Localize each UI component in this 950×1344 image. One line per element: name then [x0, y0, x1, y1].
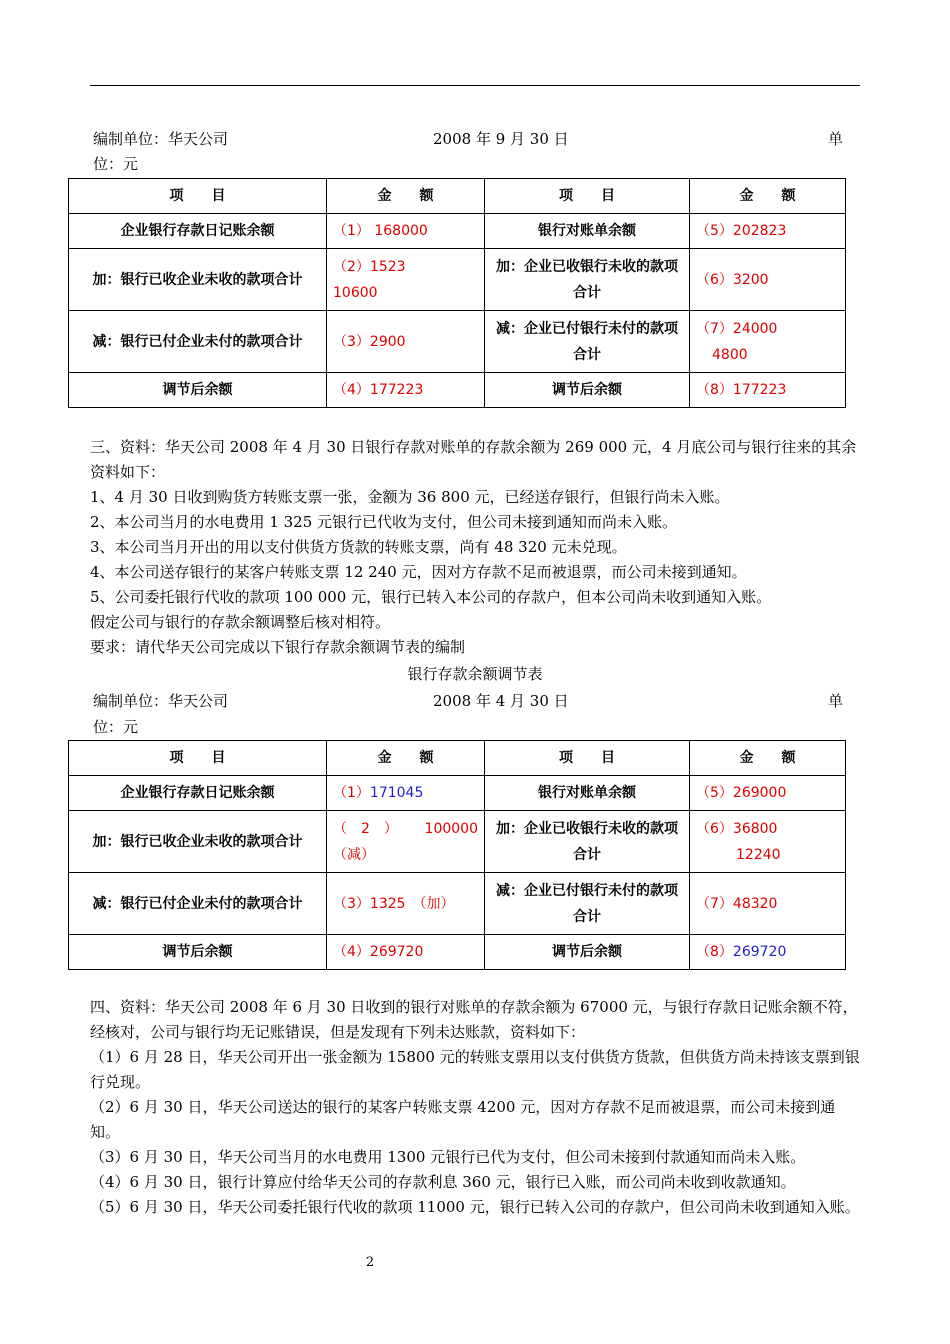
list-item: （3）6 月 30 日，华天公司当月的水电费用 1300 元银行已代为支付，但公司未接到付款通知而尚未入账。 [90, 1148, 806, 1166]
table-header-row [69, 179, 846, 214]
list-item: 1、4 月 30 日收到购货方转账支票一张，金额为 36 800 元，已经送存银行，但银行尚未入账。 [90, 488, 730, 506]
value-number: 100000 [424, 820, 478, 837]
list-item: 2、本公司当月的水电费用 1 325 元银行已代收为支付，但公司未接到通知而尚未入账。 [90, 513, 678, 531]
table2-unit-label: 单 [827, 692, 843, 710]
table1-unit: 编制单位：华天公司 [93, 130, 229, 148]
row-value: （3）1325 （加） [327, 873, 485, 935]
col-header-amount: 金 额 [327, 179, 485, 214]
table-header-row [69, 741, 846, 776]
paragraph: 三、资料：华天公司 2008 年 4 月 30 日银行存款对账单的存款余额为 269 000 元，4 月底公司与银行往来的其余资料如下： [90, 438, 857, 481]
table-row [69, 811, 846, 873]
paragraph: 四、资料：华天公司 2008 年 6 月 30 日收到的银行对账单的存款余额为 67000 元，与银行存款日记账余额不符，经核对，公司与银行均无记账错误，但是发现有下列未达账款，资料如下： [90, 998, 858, 1041]
value-line: （7）24000 [696, 320, 778, 337]
row-value: （3）2900 [327, 311, 485, 373]
value-number: 269720 [732, 944, 787, 960]
list-item: 4、本公司送存银行的某客户转账支票 12 240 元，因对方存款不足而被退票，而公司未接到通知。 [90, 563, 747, 581]
reconciliation-table-2 [68, 740, 846, 970]
row-value: （4）177223 [327, 373, 485, 408]
list-item: 5、公司委托银行代收的款项 100 000 元，银行已转入本公司的存款户，但本公司尚未收到通知入账。 [90, 588, 772, 606]
row-label: 减：企业已付银行未付的款项合计 [485, 311, 690, 373]
value-prefix: （1） [333, 785, 370, 801]
row-value [327, 811, 485, 873]
table2-unit: 编制单位：华天公司 [93, 692, 229, 710]
row-value: （5）202823 [690, 214, 846, 249]
table-row [69, 873, 846, 935]
table2-header [93, 690, 843, 712]
col-header-item: 项 目 [69, 179, 327, 214]
row-label: 调节后余额 [485, 373, 690, 408]
row-label: 减：企业已付银行未付的款项合计 [485, 873, 690, 935]
value-prefix: （8） [696, 944, 733, 960]
table-row [69, 249, 846, 311]
table-row [69, 776, 846, 811]
row-value: （4）269720 [327, 935, 485, 970]
paragraph: 要求：请代华天公司完成以下银行存款余额调节表的编制 [90, 638, 466, 656]
row-label: 加：银行已收企业未收的款项合计 [69, 811, 327, 873]
list-item: （4）6 月 30 日，银行计算应付给华天公司的存款利息 360 元，银行已入账，而公司尚未收到收款通知。 [90, 1173, 796, 1191]
row-value [327, 249, 485, 311]
table-row [69, 214, 846, 249]
col-header-amount: 金 额 [327, 741, 485, 776]
row-value [690, 311, 846, 373]
value-line [333, 816, 478, 842]
value-line: 12240 [736, 846, 781, 863]
table2-unit-label-cont: 位：元 [93, 718, 139, 736]
table2-title: 银行存款余额调节表 [407, 665, 543, 683]
row-label: 银行对账单余额 [485, 776, 690, 811]
row-label: 加：企业已收银行未收的款项合计 [485, 811, 690, 873]
value-line: 10600 [333, 284, 378, 301]
col-header-item: 项 目 [69, 741, 327, 776]
row-label: 调节后余额 [485, 935, 690, 970]
row-label: 企业银行存款日记账余额 [69, 776, 327, 811]
list-item: （2）6 月 30 日，华天公司送达的银行的某客户转账支票 4200 元，因对方存款不足而被退票，而公司未接到通知。 [90, 1098, 836, 1141]
list-item: （1）6 月 28 日，华天公司开出一张金额为 15800 元的转账支票用以支付供货方货款，但供货方尚未持该支票到银行兑现。 [90, 1048, 860, 1091]
row-value [690, 935, 846, 970]
table-row [69, 373, 846, 408]
list-item: （5）6 月 30 日，华天公司委托银行代收的款项 11000 元，银行已转入公司的存款户，但公司尚未收到通知入账。 [90, 1198, 860, 1216]
table1-unit-label: 单 [827, 130, 843, 148]
table2-date: 2008 年 4 月 30 日 [433, 692, 569, 710]
value-line: （2）1523 [333, 258, 406, 275]
section-3-text [90, 435, 860, 660]
table-row [69, 311, 846, 373]
col-header-item: 项 目 [485, 179, 690, 214]
row-label: 加：银行已收企业未收的款项合计 [69, 249, 327, 311]
header-rule [90, 85, 860, 86]
row-label: 银行对账单余额 [485, 214, 690, 249]
table1-unit-label-cont: 位：元 [93, 155, 139, 173]
col-header-amount: 金 额 [690, 179, 846, 214]
row-value: （1） 168000 [327, 214, 485, 249]
value-prefix: （ 2 ） [333, 820, 398, 837]
value-line: （减） [333, 846, 375, 863]
row-label: 减：银行已付企业未付的款项合计 [69, 873, 327, 935]
col-header-item: 项 目 [485, 741, 690, 776]
row-value: （7）48320 [690, 873, 846, 935]
row-value [327, 776, 485, 811]
paragraph: 假定公司与银行的存款余额调整后核对相符。 [90, 613, 391, 631]
list-item: 3、本公司当月开出的用以支付供货方货款的转账支票，尚有 48 320 元未兑现。 [90, 538, 627, 556]
row-label: 减：银行已付企业未付的款项合计 [69, 311, 327, 373]
row-label: 调节后余额 [69, 935, 327, 970]
page-number: 2 [365, 1255, 375, 1270]
row-value [690, 811, 846, 873]
table-row [69, 935, 846, 970]
row-label: 企业银行存款日记账余额 [69, 214, 327, 249]
col-header-amount: 金 额 [690, 741, 846, 776]
value-line: 4800 [712, 346, 748, 363]
value-number: 171045 [369, 785, 424, 801]
row-label: 加：企业已收银行未收的款项合计 [485, 249, 690, 311]
reconciliation-table-1 [68, 178, 846, 408]
section-4-text [90, 995, 860, 1220]
table1-date: 2008 年 9 月 30 日 [433, 130, 569, 148]
value-line: （6）36800 [696, 820, 778, 837]
row-value: （6）3200 [690, 249, 846, 311]
table1-header [93, 128, 843, 150]
row-label: 调节后余额 [69, 373, 327, 408]
row-value: （8）177223 [690, 373, 846, 408]
row-value: （5）269000 [690, 776, 846, 811]
